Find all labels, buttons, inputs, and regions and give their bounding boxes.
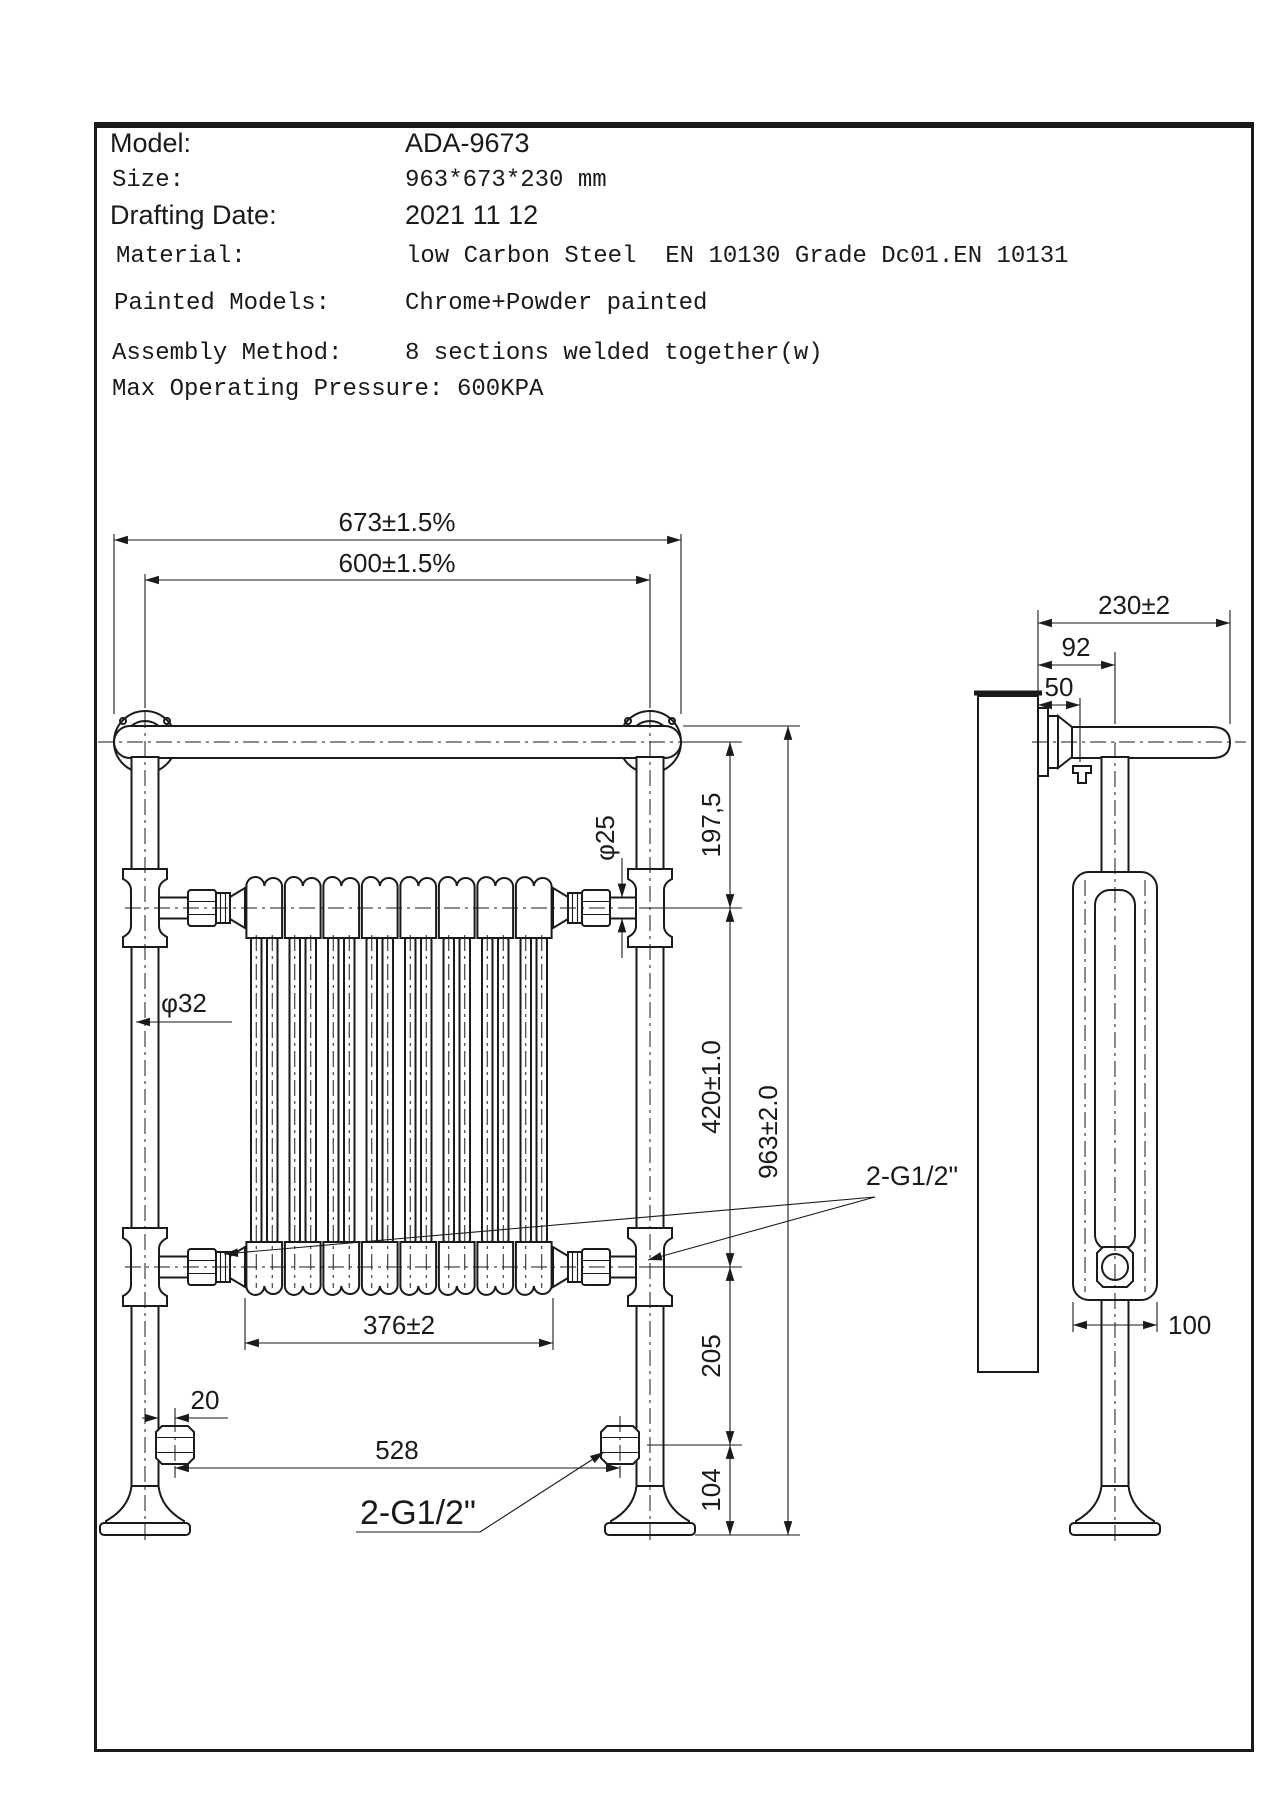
dim-inlet-span: 528: [375, 1435, 419, 1465]
size-label: Size:: [112, 167, 185, 194]
assembly-method-value: 8 sections welded together(w): [405, 340, 823, 367]
size-value: 963*673*230 mm: [405, 167, 607, 194]
model-label: Model:: [110, 128, 192, 158]
radiator-section: [323, 877, 359, 1295]
radiator-section: [400, 877, 436, 1295]
radiator-section: [516, 877, 552, 1295]
label-bottom-connection: 2-G1/2": [359, 1494, 477, 1532]
dim-radiator-height: 420±1.0: [696, 1040, 726, 1134]
dim-radiator-width: 376±2: [362, 1310, 436, 1340]
drafting-date-label: Drafting Date:: [110, 200, 277, 230]
dim-foot-height: 104: [696, 1468, 726, 1512]
dim-rail-centers: 600±1.5%: [338, 548, 456, 578]
material-value: low Carbon Steel EN 10130 Grade Dc01.EN 10131: [406, 243, 1069, 270]
bracket-screw-icon: [1073, 766, 1091, 783]
dim-inlet-offset: 20: [190, 1385, 220, 1415]
radiator-section: [285, 877, 321, 1295]
max-pressure-value: 600KPA: [457, 376, 544, 403]
drafting-date-value: 2021 11 12: [405, 200, 539, 230]
label-side-connections: 2-G1/2": [865, 1161, 959, 1191]
max-pressure-label: Max Operating Pressure:: [112, 376, 444, 403]
assembly-method-label: Assembly Method:: [112, 340, 343, 367]
dim-lower-gap: 205: [696, 1334, 726, 1378]
dim-outer-width: 673±1.5%: [338, 507, 456, 537]
model-value: ADA-9673: [405, 128, 530, 158]
radiator-section: [477, 877, 513, 1295]
dim-radiator-depth: 100: [1168, 1310, 1212, 1340]
dim-pipe-diameter: φ25: [590, 815, 620, 861]
dim-top-drop: 197,5: [696, 792, 726, 858]
dim-wall-to-screw: 50: [1044, 672, 1074, 702]
radiator-section: [362, 877, 398, 1295]
dim-depth: 230±2: [1097, 590, 1171, 620]
painted-models-label: Painted Models:: [114, 290, 331, 317]
painted-models-value: Chrome+Powder painted: [405, 290, 708, 317]
material-label: Material:: [116, 243, 246, 270]
dim-total-height: 963±2.0: [753, 1085, 783, 1179]
radiator-section: [246, 877, 282, 1295]
side-view: [974, 693, 1246, 1545]
dim-wall-to-post: 92: [1061, 632, 1091, 662]
wall-section: [978, 696, 1038, 1372]
dim-post-diameter: φ32: [161, 988, 207, 1018]
radiator-body: [246, 877, 551, 1295]
